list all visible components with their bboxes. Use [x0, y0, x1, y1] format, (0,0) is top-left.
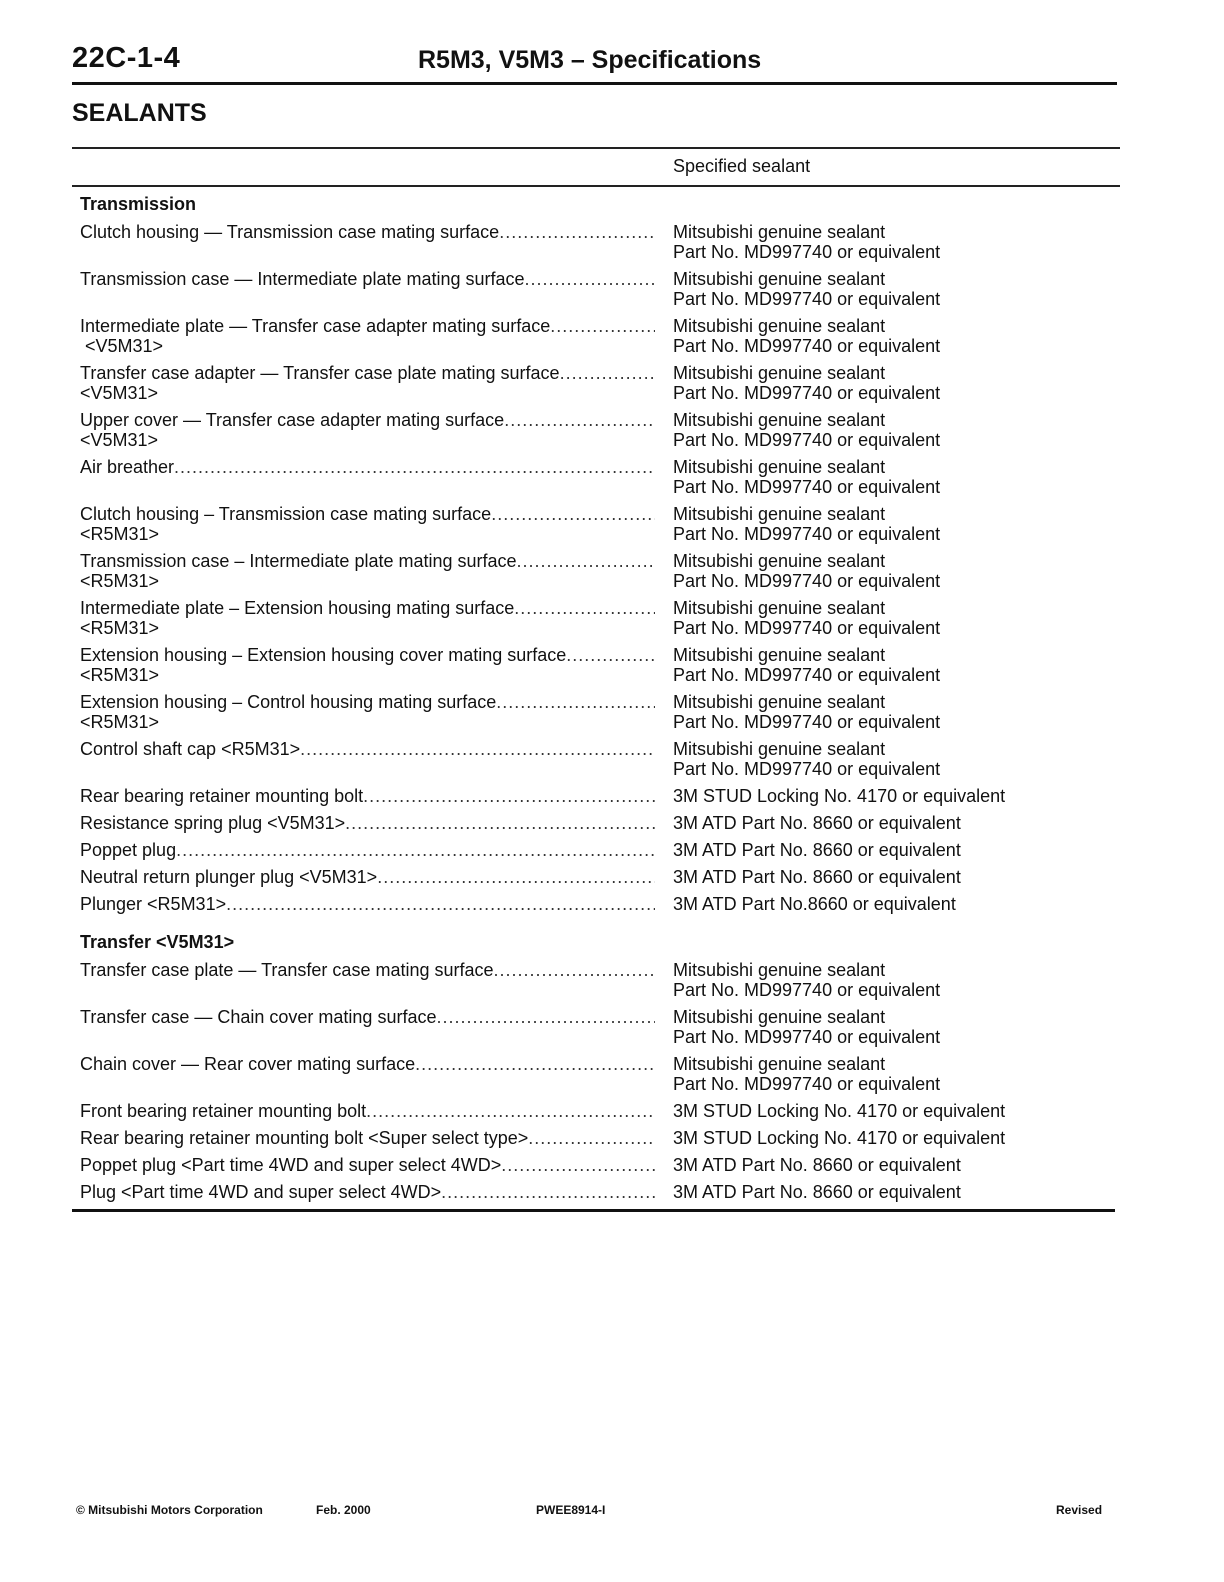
- sealant-name: Mitsubishi genuine sealant: [673, 269, 886, 289]
- item-name: Poppet plug: [80, 840, 177, 860]
- sealant-name: Mitsubishi genuine sealant: [673, 457, 886, 477]
- sealant-name: Mitsubishi genuine sealant: [673, 1054, 886, 1074]
- row-item: [80, 316, 655, 356]
- dot-leader: [528, 1128, 655, 1148]
- item-model-note: <R5M31>: [80, 618, 160, 638]
- item-model-note: <R5M31>: [80, 665, 160, 685]
- section-title: SEALANTS: [72, 99, 207, 127]
- sealant-name: 3M ATD Part No. 8660 or equivalent: [673, 1155, 961, 1175]
- column-header-specified-sealant: Specified sealant: [673, 156, 811, 176]
- row-item: [80, 504, 655, 544]
- sealant-name: Mitsubishi genuine sealant: [673, 692, 886, 712]
- row-item: [80, 598, 655, 638]
- item-name: Clutch housing – Transmission case mating surface: [80, 504, 492, 524]
- specified-sealant-cell: [673, 1007, 940, 1047]
- row-item: [80, 269, 655, 289]
- sealant-name: 3M ATD Part No.8660 or equivalent: [673, 894, 956, 914]
- sealant-part-number: Part No. MD997740 or equivalent: [673, 1027, 941, 1047]
- sealant-name: Mitsubishi genuine sealant: [673, 598, 886, 618]
- specified-sealant-cell: [673, 739, 940, 779]
- specified-sealant-cell: [673, 269, 940, 309]
- row-item: [80, 645, 655, 685]
- row-item: [80, 1182, 655, 1202]
- footer-status: Revised: [1056, 1503, 1103, 1517]
- specified-sealant-cell: [673, 960, 940, 1000]
- row-item: [80, 1007, 655, 1027]
- sealant-part-number: Part No. MD997740 or equivalent: [673, 477, 941, 497]
- sealant-part-number: Part No. MD997740 or equivalent: [673, 618, 941, 638]
- row-item: [80, 960, 655, 980]
- item-model-note: <R5M31>: [80, 524, 160, 544]
- item-name: Transfer case adapter — Transfer case plate mating surface: [80, 363, 560, 383]
- footer-doc-code: PWEE8914-I: [536, 1503, 606, 1517]
- item-model-note: <R5M31>: [80, 712, 160, 732]
- sealant-name: 3M ATD Part No. 8660 or equivalent: [673, 867, 961, 887]
- dot-leader: [499, 222, 655, 242]
- item-name: Transfer case — Chain cover mating surface: [80, 1007, 437, 1027]
- sealant-name: Mitsubishi genuine sealant: [673, 551, 886, 571]
- dot-leader: [366, 1101, 655, 1121]
- item-name: Control shaft cap <R5M31>: [80, 739, 301, 759]
- item-name: Extension housing – Extension housing cover mating surface: [80, 645, 567, 665]
- specified-sealant-cell: [673, 1128, 1005, 1148]
- item-name: Plunger <R5M31>: [80, 894, 227, 914]
- dot-leader: [566, 645, 655, 665]
- sealant-name: 3M STUD Locking No. 4170 or equivalent: [673, 1128, 1006, 1148]
- sealant-name: Mitsubishi genuine sealant: [673, 316, 886, 336]
- item-model-note: <V5M31>: [80, 430, 159, 450]
- specified-sealant-cell: [673, 363, 940, 403]
- row-item: [80, 410, 655, 450]
- item-name: Neutral return plunger plug <V5M31>: [80, 867, 378, 887]
- sealant-part-number: Part No. MD997740 or equivalent: [673, 1074, 941, 1094]
- sealant-name: 3M STUD Locking No. 4170 or equivalent: [673, 1101, 1006, 1121]
- sealant-name: 3M STUD Locking No. 4170 or equivalent: [673, 786, 1006, 806]
- item-name: Rear bearing retainer mounting bolt <Super select type>: [80, 1128, 529, 1148]
- row-item: [80, 1101, 655, 1121]
- group-title: Transmission: [80, 194, 197, 214]
- dot-leader: [494, 960, 655, 980]
- sealant-name: Mitsubishi genuine sealant: [673, 1007, 886, 1027]
- item-name: Transmission case — Intermediate plate mating surface: [80, 269, 525, 289]
- specified-sealant-cell: [673, 410, 940, 450]
- row-item: [80, 1054, 655, 1074]
- dot-leader: [496, 692, 655, 712]
- item-name: Upper cover — Transfer case adapter mating surface: [80, 410, 505, 430]
- table-header-rule: [72, 185, 1120, 187]
- row-item: [80, 692, 655, 732]
- footer-copyright: © Mitsubishi Motors Corporation: [76, 1503, 263, 1517]
- specified-sealant-cell: [673, 504, 940, 544]
- row-item: [80, 894, 655, 914]
- row-item: [80, 1155, 655, 1175]
- specified-sealant-cell: [673, 598, 940, 638]
- specified-sealant-cell: [673, 316, 940, 356]
- specified-sealant-cell: [673, 1054, 940, 1094]
- dot-leader: [226, 894, 655, 914]
- specified-sealant-cell: [673, 840, 961, 860]
- dot-leader: [174, 457, 655, 477]
- page-header-title: R5M3, V5M3 – Specifications: [418, 46, 762, 74]
- sealant-part-number: Part No. MD997740 or equivalent: [673, 242, 941, 262]
- specified-sealant-cell: [673, 786, 1005, 806]
- item-model-note: <R5M31>: [80, 571, 160, 591]
- specified-sealant-cell: [673, 1155, 961, 1175]
- sealant-name: Mitsubishi genuine sealant: [673, 222, 886, 242]
- item-name: Resistance spring plug <V5M31>: [80, 813, 346, 833]
- sealant-name: Mitsubishi genuine sealant: [673, 739, 886, 759]
- dot-leader: [363, 786, 655, 806]
- row-item: [80, 813, 655, 833]
- row-item: [80, 457, 655, 477]
- dot-leader: [550, 316, 655, 336]
- sealant-part-number: Part No. MD997740 or equivalent: [673, 571, 941, 591]
- dot-leader: [525, 269, 655, 289]
- table-top-rule: [72, 147, 1120, 149]
- sealant-part-number: Part No. MD997740 or equivalent: [673, 665, 941, 685]
- item-name: Intermediate plate — Transfer case adapter mating surface: [80, 316, 551, 336]
- dot-leader: [415, 1054, 655, 1074]
- sealant-name: Mitsubishi genuine sealant: [673, 363, 886, 383]
- group-title: Transfer <V5M31>: [80, 932, 235, 952]
- item-model-note: <V5M31>: [80, 383, 159, 403]
- sealant-name: Mitsubishi genuine sealant: [673, 410, 886, 430]
- footer-date: Feb. 2000: [316, 1503, 371, 1517]
- page-number: 22C-1-4: [72, 42, 181, 74]
- row-item: [80, 786, 655, 806]
- specified-sealant-cell: [673, 222, 940, 262]
- sealant-part-number: Part No. MD997740 or equivalent: [673, 524, 941, 544]
- dot-leader: [514, 598, 655, 618]
- specified-sealant-cell: [673, 1101, 1005, 1121]
- item-name: Transmission case – Intermediate plate mating surface: [80, 551, 517, 571]
- dot-leader: [436, 1007, 655, 1027]
- sealant-part-number: Part No. MD997740 or equivalent: [673, 289, 941, 309]
- sealant-part-number: Part No. MD997740 or equivalent: [673, 430, 941, 450]
- sealant-name: 3M ATD Part No. 8660 or equivalent: [673, 813, 961, 833]
- row-item: [80, 222, 655, 242]
- sealant-name: 3M ATD Part No. 8660 or equivalent: [673, 1182, 961, 1202]
- item-name: Chain cover — Rear cover mating surface: [80, 1054, 416, 1074]
- specified-sealant-cell: [673, 457, 940, 497]
- sealant-name: Mitsubishi genuine sealant: [673, 645, 886, 665]
- specified-sealant-cell: [673, 894, 956, 914]
- dot-leader: [501, 1155, 655, 1175]
- item-name: Intermediate plate – Extension housing mating surface: [80, 598, 515, 618]
- item-name: Rear bearing retainer mounting bolt: [80, 786, 364, 806]
- table-bottom-rule: [72, 1209, 1115, 1212]
- header-rule: [72, 82, 1117, 85]
- row-item: [80, 363, 655, 403]
- dot-leader: [300, 739, 655, 759]
- specified-sealant-cell: [673, 1182, 961, 1202]
- sealant-name: Mitsubishi genuine sealant: [673, 960, 886, 980]
- dot-leader: [377, 867, 655, 887]
- item-name: Transfer case plate — Transfer case mating surface: [80, 960, 494, 980]
- sealant-name: 3M ATD Part No. 8660 or equivalent: [673, 840, 961, 860]
- sealant-part-number: Part No. MD997740 or equivalent: [673, 383, 941, 403]
- specified-sealant-cell: [673, 867, 961, 887]
- sealant-part-number: Part No. MD997740 or equivalent: [673, 759, 941, 779]
- dot-leader: [176, 840, 655, 860]
- item-name: Clutch housing — Transmission case mating surface: [80, 222, 500, 242]
- item-name: Poppet plug <Part time 4WD and super select 4WD>: [80, 1155, 502, 1175]
- dot-leader: [345, 813, 655, 833]
- specified-sealant-cell: [673, 813, 961, 833]
- sealant-part-number: Part No. MD997740 or equivalent: [673, 980, 941, 1000]
- item-name: Front bearing retainer mounting bolt: [80, 1101, 367, 1121]
- item-name: Air breather: [80, 457, 175, 477]
- row-item: [80, 840, 655, 860]
- specified-sealant-cell: [673, 645, 940, 685]
- sealant-part-number: Part No. MD997740 or equivalent: [673, 712, 941, 732]
- row-item: [80, 867, 655, 887]
- sealant-part-number: Part No. MD997740 or equivalent: [673, 336, 941, 356]
- row-item: [80, 739, 655, 759]
- dot-leader: [441, 1182, 655, 1202]
- row-item: [80, 1128, 655, 1148]
- dot-leader: [491, 504, 655, 524]
- sealant-name: Mitsubishi genuine sealant: [673, 504, 886, 524]
- item-model-note: <V5M31>: [80, 336, 164, 356]
- specified-sealant-cell: [673, 692, 940, 732]
- item-name: Plug <Part time 4WD and super select 4WD>: [80, 1182, 442, 1202]
- specified-sealant-cell: [673, 551, 940, 591]
- dot-leader: [560, 363, 655, 383]
- dot-leader: [504, 410, 655, 430]
- item-name: Extension housing – Control housing mating surface: [80, 692, 497, 712]
- row-item: [80, 551, 655, 591]
- dot-leader: [517, 551, 655, 571]
